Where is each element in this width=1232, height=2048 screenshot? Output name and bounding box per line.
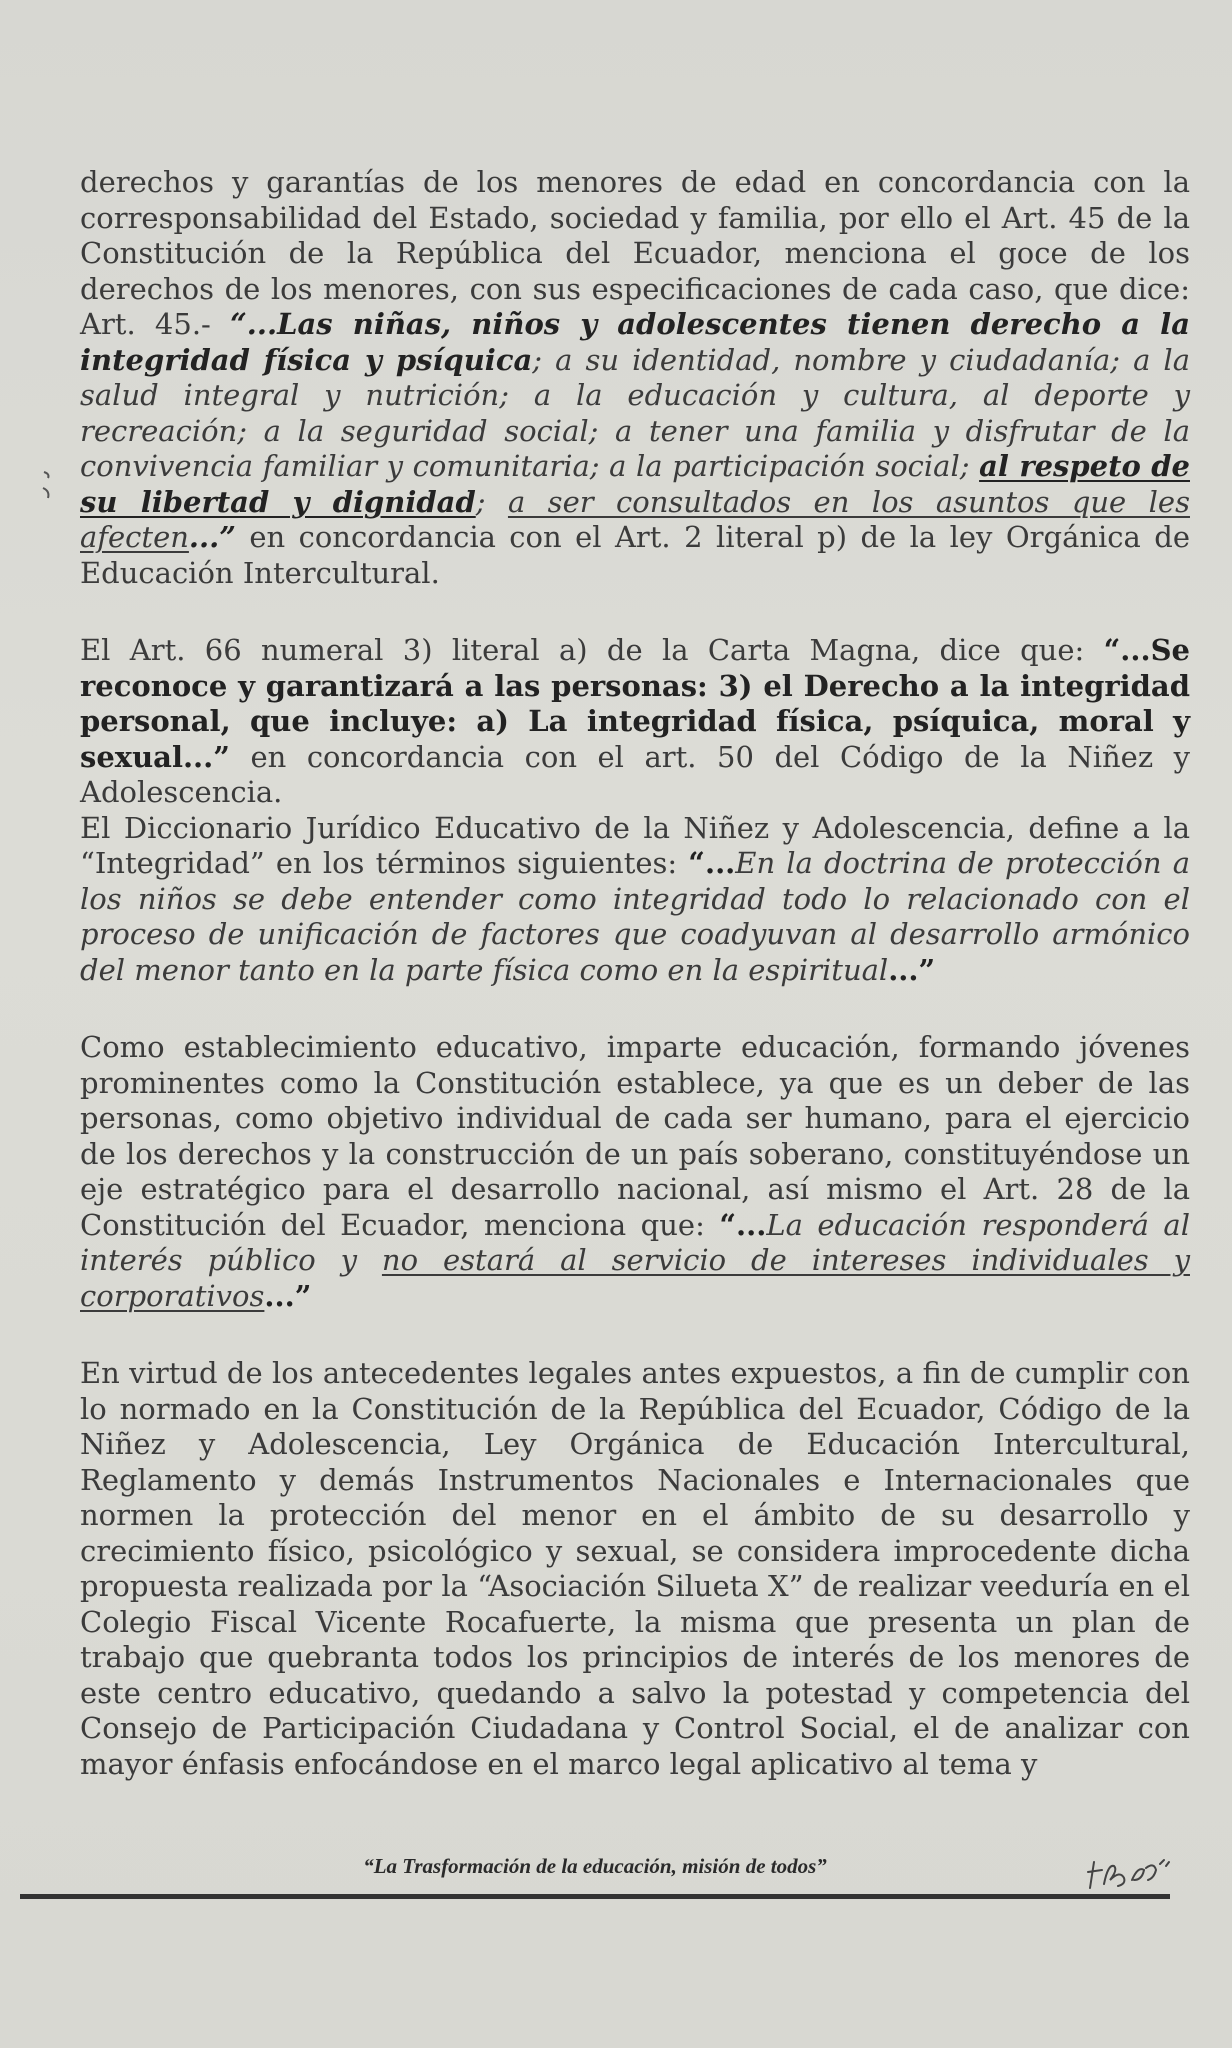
paragraph-art-45 <box>80 165 1190 591</box>
text-run: El Art. 66 numeral 3) literal a) de la Carta Magna, dice que: <box>80 633 1104 667</box>
text-run: a ser consultados en los asuntos que les afecten <box>80 484 1190 554</box>
paragraph-diccionario <box>80 811 1190 989</box>
document-body <box>80 165 1190 1782</box>
text-run: En la doctrina de protección a los niños se debe entender como integridad todo lo relacionado con el proceso de unificación de factores que coadyuvan al desarrollo armónico del menor tanto en la parte física como en la espiritual <box>80 846 1190 987</box>
text-run: ; a su identidad, nombre y ciudadanía; a la salud integral y nutrición; a la educación y cultura, al deporte y recreación; a la seguridad social; a tener una familia y disfrutar de la convivencia familiar y comunitaria; a la participación social; <box>80 342 1190 483</box>
text-run: La educación responderá al interés público y <box>80 1207 1190 1277</box>
handwritten-signature <box>1080 1850 1180 1900</box>
text-run: “...Se reconoce y garantizará a las personas: 3) el Derecho a la integridad personal, que incluye: a) La integridad física, psíquica, moral y sexual...” <box>80 633 1190 774</box>
text-run: ; <box>475 484 508 519</box>
margin-marks <box>40 468 60 508</box>
paragraph-conclusion <box>80 1356 1190 1782</box>
paragraph-art-66 <box>80 633 1190 811</box>
text-run: “...Las niñas, niños y adolescentes tienen derecho a la integridad física y psíquica <box>80 307 1190 377</box>
text-run: derechos y garantías de los menores de edad en concordancia con la corresponsabilidad del Estado, sociedad y familia, por ello el Art. 45 de la Constitución de la República del Ecuador, menciona el goce de los derechos de los menores, con sus especificaciones de cada caso, que dice: Art. 45.- <box>80 165 1190 341</box>
text-run: ...” <box>264 1278 312 1313</box>
text-run: “... <box>688 846 736 880</box>
paragraph-art-28 <box>80 1030 1190 1314</box>
footer-slogan: “La Trasformación de la educación, misión de todos” <box>363 1854 827 1878</box>
text-run: En virtud de los antecedentes legales antes expuestos, a fin de cumplir con lo normado en la Constitución de la República del Ecuador, Código de la Niñez y Adolescencia, Ley Orgánica de Educación Intercultural, Reglamento y demás Instrumentos Nacionales e Internacionales que normen la protección del menor en el ámbito de su desarrollo y crecimiento físico, psicológico y sexual, se considera improcedente dicha propuesta realizada por la “Asociación Silueta X” de realizar veeduría en el Colegio Fiscal Vicente Rocafuerte, la misma que presenta un plan de trabajo que quebranta todos los principios de interés de los menores de este centro educativo, quedando a salvo la potestad y competencia del Consejo de Participación Ciudadana y Control Social, el de analizar con mayor énfasis enfocándose en el marco legal aplicativo al tema y <box>80 1356 1190 1781</box>
text-run: no estará al servicio de intereses individuales y corporativos <box>80 1243 1190 1313</box>
text-run: ...” <box>888 952 936 987</box>
text-run: “... <box>719 1207 767 1242</box>
text-run: Como establecimiento educativo, imparte educación, formando jóvenes prominentes como la Constitución establece, ya que es un deber de las personas, como objetivo individual de cada ser humano, para el ejercicio de los derechos y la construcción de un país soberano, constituyéndose un eje estratégico para el desarrollo nacional, así mismo el Art. 28 de la Constitución del Ecuador, menciona que: <box>80 1030 1190 1242</box>
page-footer <box>20 1850 1170 1899</box>
text-run: El Diccionario Jurídico Educativo de la Niñez y Adolescencia, define a la “Integridad” en los términos siguientes: <box>80 810 1190 880</box>
text-run: al respeto de su libertad y dignidad <box>80 449 1190 519</box>
text-run: en concordancia con el art. 50 del Código de la Niñez y Adolescencia. <box>80 739 1190 809</box>
text-run: ...” <box>188 520 236 554</box>
text-run: en concordancia con el Art. 2 literal p) de la ley Orgánica de Educación Intercultural. <box>80 520 1190 590</box>
